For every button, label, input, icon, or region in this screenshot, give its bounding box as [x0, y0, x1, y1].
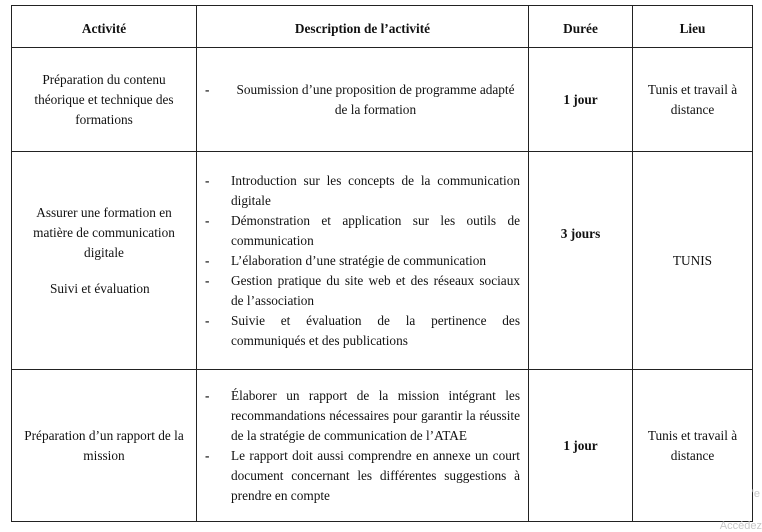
- activity-text: Préparation du contenu théorique et technique des formations: [34, 71, 174, 127]
- bullet-text: Élaborer un rapport de la mission intégrant les recommandations nécessaires pour garantir la réussite de la stratégie de communication de l’ATAE: [231, 387, 520, 443]
- activity-cell: [12, 48, 197, 152]
- list-item: [205, 271, 520, 311]
- place-cell: Tunis et travail à distance: [633, 370, 753, 522]
- header-duration: Durée: [529, 6, 633, 48]
- list-item: [205, 446, 520, 506]
- duration-cell: 1 jour: [529, 48, 633, 152]
- list-item: [205, 211, 520, 251]
- bullet-text: Suivie et évaluation de la pertinence des communiqués et des publications: [231, 312, 520, 348]
- bullet-text: Le rapport doit aussi comprendre en annexe un court document concernant les différentes suggestions à prendre en compte: [231, 447, 520, 503]
- table-row: [12, 48, 753, 152]
- table-row: [12, 152, 753, 370]
- bullet-dash: -: [205, 312, 210, 328]
- table-header-row: [12, 6, 753, 48]
- activity-text: Préparation d’un rapport de la mission: [24, 427, 184, 463]
- bullet-dash: -: [205, 447, 210, 463]
- header-place: Lieu: [633, 6, 753, 48]
- description-cell: [197, 370, 529, 522]
- bullet-dash: -: [205, 252, 210, 268]
- bullet-text: Introduction sur les concepts de la communication digitale: [231, 172, 520, 208]
- watermark-line-1: ’e: [751, 488, 760, 500]
- bullet-list: [205, 80, 520, 120]
- activity-text: Assurer une formation en matière de communication digitale: [33, 204, 175, 260]
- bullet-dash: -: [205, 172, 210, 188]
- duration-text: 3 jours: [560, 226, 601, 241]
- activity-extra-text: Suivi et évaluation: [50, 280, 150, 296]
- place-cell: Tunis et travail à distance: [633, 48, 753, 152]
- header-activity: Activité: [12, 6, 197, 48]
- activity-cell: [12, 152, 197, 370]
- bullet-list: [205, 386, 520, 506]
- place-text: TUNIS: [672, 252, 713, 268]
- watermark-line-2: Accédez: [719, 520, 762, 532]
- bullet-dash: -: [205, 212, 210, 228]
- bullet-dash: -: [205, 387, 210, 403]
- list-item: [205, 80, 520, 120]
- bullet-text: Soumission d’une proposition de programme adapté de la formation: [236, 81, 515, 117]
- bullet-text: Gestion pratique du site web et des réseaux sociaux de l’association: [231, 272, 520, 308]
- list-item: [205, 311, 520, 351]
- bullet-text: L’élaboration d’une stratégie de communication: [231, 252, 487, 268]
- table-row: [12, 370, 753, 522]
- description-cell: [197, 48, 529, 152]
- place-cell: [633, 152, 753, 370]
- duration-cell: 1 jour: [529, 370, 633, 522]
- bullet-dash: -: [205, 272, 210, 288]
- duration-cell: [529, 152, 633, 370]
- bullet-text: Démonstration et application sur les outils de communication: [231, 212, 520, 248]
- list-item: [205, 251, 520, 271]
- activity-table: [11, 5, 753, 522]
- bullet-dash: -: [205, 81, 210, 97]
- list-item: [205, 171, 520, 211]
- bullet-list: [205, 171, 520, 351]
- activity-cell: [12, 370, 197, 522]
- list-item: [205, 386, 520, 446]
- header-description: Description de l’activité: [197, 6, 529, 48]
- description-cell: [197, 152, 529, 370]
